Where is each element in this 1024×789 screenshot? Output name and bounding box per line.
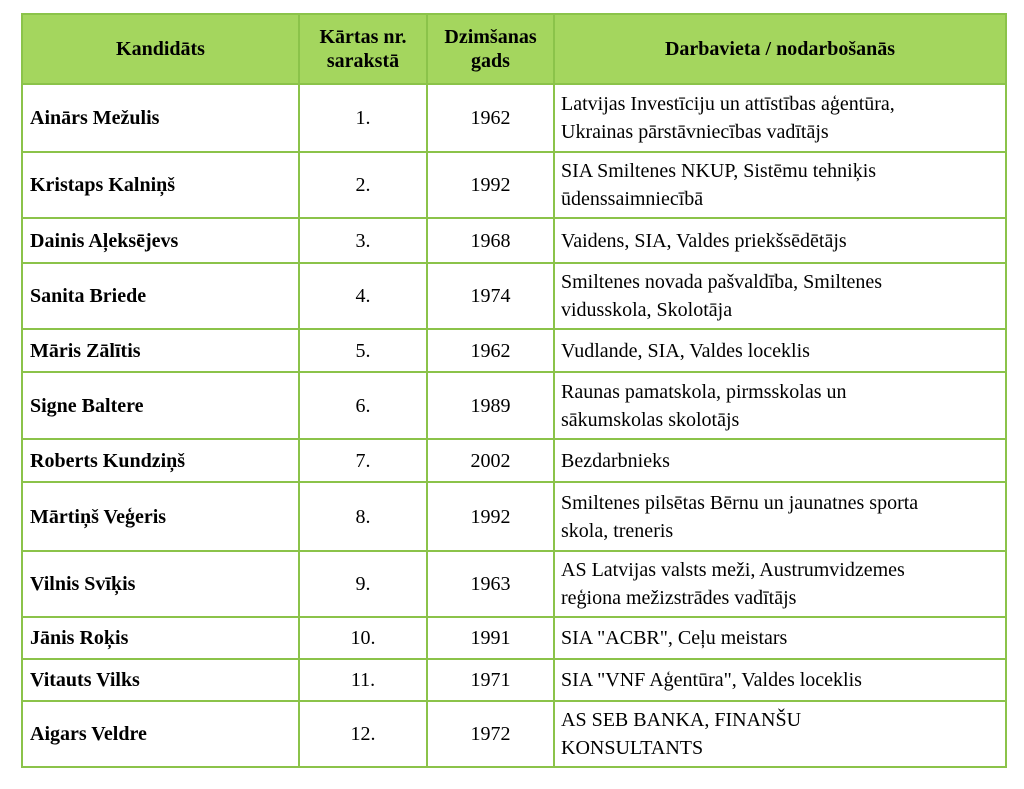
workplace [554,482,1006,551]
workplace-line2: reģiona mežizstrādes vadītājs [561,587,797,609]
workplace [554,372,1006,439]
candidate-name: Sanita Briede [22,263,299,329]
table-row [22,439,1006,482]
table-row [22,152,1006,218]
birth-year: 1992 [427,482,554,551]
table-row [22,617,1006,659]
workplace-line2: sākumskolas skolotājs [561,408,740,431]
workplace-line1: Smiltenes pilsētas Bērnu un jaunatnes sporta [561,491,919,514]
birth-year: 1963 [427,551,554,617]
workplace-line1: Raunas pamatskola, pirmsskolas un [561,380,847,403]
workplace-line1: SIA Smiltenes NKUP, Sistēmu tehniķis [561,160,877,182]
header-birth-year [427,14,554,84]
list-number: 3. [299,218,427,263]
list-number: 5. [299,329,427,372]
table-row [22,329,1006,372]
header-list-number [299,14,427,84]
candidate-name: Jānis Roķis [22,617,299,659]
candidate-name: Mārtiņš Veģeris [22,482,299,551]
candidate-name: Kristaps Kalniņš [22,152,299,218]
list-number: 11. [299,659,427,701]
header-candidate: Kandidāts [22,14,299,84]
workplace-line2: KONSULTANTS [561,737,704,759]
workplace [554,701,1006,767]
workplace [554,551,1006,617]
birth-year: 2002 [427,439,554,482]
birth-year: 1972 [427,701,554,767]
table-row [22,84,1006,152]
table-row [22,551,1006,617]
list-number: 9. [299,551,427,617]
candidate-name: Roberts Kundziņš [22,439,299,482]
workplace-line1: AS SEB BANKA, FINANŠU [561,709,802,731]
list-number: 1. [299,84,427,152]
birth-year: 1992 [427,152,554,218]
workplace-line1: Bezdarbnieks [561,449,670,472]
header-workplace: Darbavieta / nodarbošanās [554,14,1006,84]
workplace [554,439,1006,482]
birth-year: 1962 [427,329,554,372]
list-number: 8. [299,482,427,551]
birth-year: 1989 [427,372,554,439]
birth-year: 1971 [427,659,554,701]
workplace [554,617,1006,659]
workplace [554,152,1006,218]
birth-year: 1991 [427,617,554,659]
candidate-name: Vilnis Svīķis [22,551,299,617]
workplace [554,329,1006,372]
workplace-line2: ūdenssaimniecībā [561,188,704,210]
birth-year: 1968 [427,218,554,263]
workplace-line1: Vaidens, SIA, Valdes priekšsēdētājs [561,229,847,252]
candidates-table [21,13,1007,768]
table-row [22,482,1006,551]
workplace-line1: SIA "ACBR", Ceļu meistars [561,627,788,649]
candidate-name: Aigars Veldre [22,701,299,767]
workplace [554,263,1006,329]
candidate-name: Signe Baltere [22,372,299,439]
workplace [554,218,1006,263]
list-number: 10. [299,617,427,659]
birth-year: 1962 [427,84,554,152]
workplace-line1: Smiltenes novada pašvaldība, Smiltenes [561,271,883,293]
header-birth-year-line1: Dzimšanas [444,26,537,48]
list-number: 6. [299,372,427,439]
candidate-name: Vitauts Vilks [22,659,299,701]
header-row [22,14,1006,84]
header-list-number-line2: sarakstā [326,50,400,72]
workplace-line1: Vudlande, SIA, Valdes loceklis [561,339,810,362]
table-row [22,701,1006,767]
list-number: 4. [299,263,427,329]
header-list-number-line1: Kārtas nr. [319,26,407,48]
table-row [22,218,1006,263]
list-number: 12. [299,701,427,767]
header-birth-year-line2: gads [471,50,510,72]
table-row [22,659,1006,701]
candidate-name: Māris Zālītis [22,329,299,372]
workplace-line1: AS Latvijas valsts meži, Austrumvidzemes [561,559,905,581]
table-row [22,263,1006,329]
candidate-name: Dainis Aļeksējevs [22,218,299,263]
workplace-line1: Latvijas Investīciju un attīstības aģentūra, [561,93,895,115]
workplace-line2: vidusskola, Skolotāja [561,299,733,321]
table-row [22,372,1006,439]
workplace-line1: SIA "VNF Aģentūra", Valdes loceklis [561,669,862,691]
list-number: 7. [299,439,427,482]
birth-year: 1974 [427,263,554,329]
workplace [554,659,1006,701]
workplace-line2: skola, treneris [561,519,674,542]
workplace [554,84,1006,152]
list-number: 2. [299,152,427,218]
workplace-line2: Ukrainas pārstāvniecības vadītājs [561,121,829,143]
candidate-name: Ainārs Mežulis [22,84,299,152]
